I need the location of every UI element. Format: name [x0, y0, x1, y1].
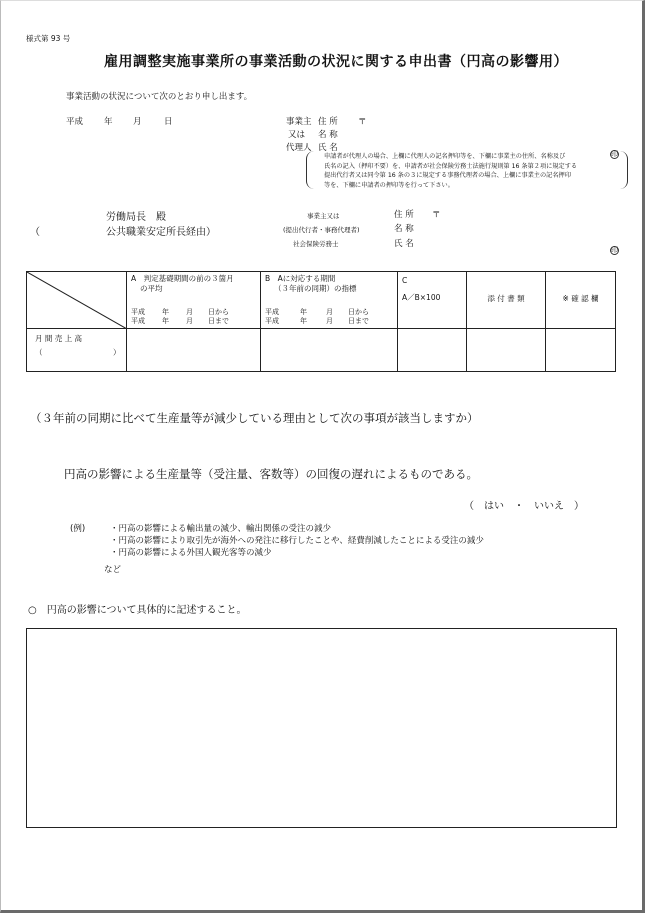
examples-label: (例) [70, 524, 86, 534]
table-corner-cell [27, 272, 127, 329]
applicant-agent-label: 代理人 [286, 143, 312, 153]
attach-header [467, 272, 546, 329]
note-line: 提出代行者又は同令第 16 条の３に規定する事務代理者の場合、上欄に事業主の記名押印 [324, 172, 571, 179]
col-a-header [127, 272, 261, 329]
row-label-sales: 月 間 売 上 高 [35, 334, 83, 343]
form-number: 様式第 93 号 [26, 34, 71, 43]
applicant-address-label: 住 所 [318, 117, 338, 127]
description-box[interactable] [26, 628, 617, 828]
row-label-paren-close: ） [113, 348, 121, 357]
confirm-title: ※ 確 認 欄 [562, 294, 599, 303]
date-year: 年 [104, 117, 113, 127]
examples-list [110, 523, 484, 559]
col-b-subtitle: （３年前の同期）の指標 [274, 284, 357, 293]
col-c-formula: A／B×100 [402, 293, 441, 302]
addressee-line1: 労働局長 殿 [106, 212, 166, 223]
note-line: 等を、下欄に申請者の押印等を行って下さい。 [324, 181, 454, 189]
page-title: 雇用調整実施事業所の事業活動の状況に関する申出書（円高の影響用） [104, 54, 568, 70]
date-month: 月 [133, 117, 142, 127]
col-c-title: C [402, 276, 408, 285]
sales-table [26, 271, 616, 372]
submitter-name-label: 名 称 [394, 224, 414, 234]
value-a-cell[interactable] [127, 329, 261, 372]
example-item: ・円高の影響により取引先が海外への発注に移行したことや、経費削減したことによる受注の減少 [110, 536, 484, 546]
submitter-label1: 事業主又は [307, 212, 340, 220]
addressee-paren: （ [30, 227, 40, 238]
submitter-seal-icon: 印 [611, 246, 618, 254]
submitter-label3: 社会保険労務士 [293, 240, 339, 248]
applicant-name-label: 名 称 [318, 130, 338, 140]
value-c-cell[interactable] [398, 329, 467, 372]
submitter-label2: (提出代行者・事務代理者) [283, 226, 360, 234]
applicant-note [324, 152, 577, 190]
note-line: 氏名の記入（押印不要）を、申請者が社会保険労務士法施行規則第 16 条第２項に規定する [324, 162, 578, 170]
date-era: 平成 [66, 117, 84, 127]
intro-text: 事業活動の状況について次のとおり申し出ます。 [66, 92, 253, 102]
applicant-person-label: 氏 名 [318, 143, 338, 153]
examples-etc: など [104, 565, 122, 575]
col-a-period: 平成 年 月 日から 平成 年 月 日まで [131, 308, 229, 325]
date-day: 日 [164, 117, 173, 127]
col-b-period: 平成 年 月 日から 平成 年 月 日まで [265, 308, 369, 325]
note-line: 申請者が代理人の場合、上欄に代理人の記名押印等を、下欄に事業主の住所、名称及び [324, 153, 566, 160]
statement-text: 円高の影響による生産量等（受注量、客数等）の回復の遅れによるものである。 [64, 467, 478, 481]
instruction-text: ○ 円高の影響について具体的に記述すること。 [28, 605, 247, 616]
row-label-cell [27, 329, 127, 372]
question-text: （３年前の同期に比べて生産量等が減少している理由として次の事項が該当しますか） [30, 411, 479, 425]
addressee-line2: 公共職業安定所長経由） [106, 227, 216, 238]
submitter-postal-mark: 〒 [432, 210, 441, 220]
submitter-person-label: 氏 名 [394, 239, 414, 249]
submitter-address-label: 住 所 [394, 210, 414, 220]
applicant-seal-icon: 印 [611, 150, 618, 158]
applicant-employer-label: 事業主 [286, 117, 312, 127]
attach-title: 添 付 書 類 [487, 294, 525, 303]
col-b-title: B Aに対応する期間 [265, 274, 336, 283]
col-a-subtitle: の平均 [140, 284, 163, 293]
col-b-header [261, 272, 398, 329]
col-c-header [398, 272, 467, 329]
value-b-cell[interactable] [261, 329, 398, 372]
attach-value-cell[interactable] [467, 329, 546, 372]
confirm-value-cell [546, 329, 616, 372]
example-item: ・円高の影響による外国人観光客等の減少 [110, 548, 272, 558]
yes-no-answer[interactable]: （ はい ・ いいえ ） [464, 501, 584, 512]
row-label-paren-open: （ [35, 348, 43, 357]
col-a-title: A 判定基礎期間の前の３箇月 [131, 274, 234, 283]
example-item: ・円高の影響による輸出量の減少、輸出関係の受注の減少 [110, 524, 332, 534]
applicant-or-label: 又は [288, 130, 306, 140]
confirm-header [546, 272, 616, 329]
diagonal-line [27, 272, 127, 329]
applicant-postal-mark: 〒 [358, 117, 367, 127]
